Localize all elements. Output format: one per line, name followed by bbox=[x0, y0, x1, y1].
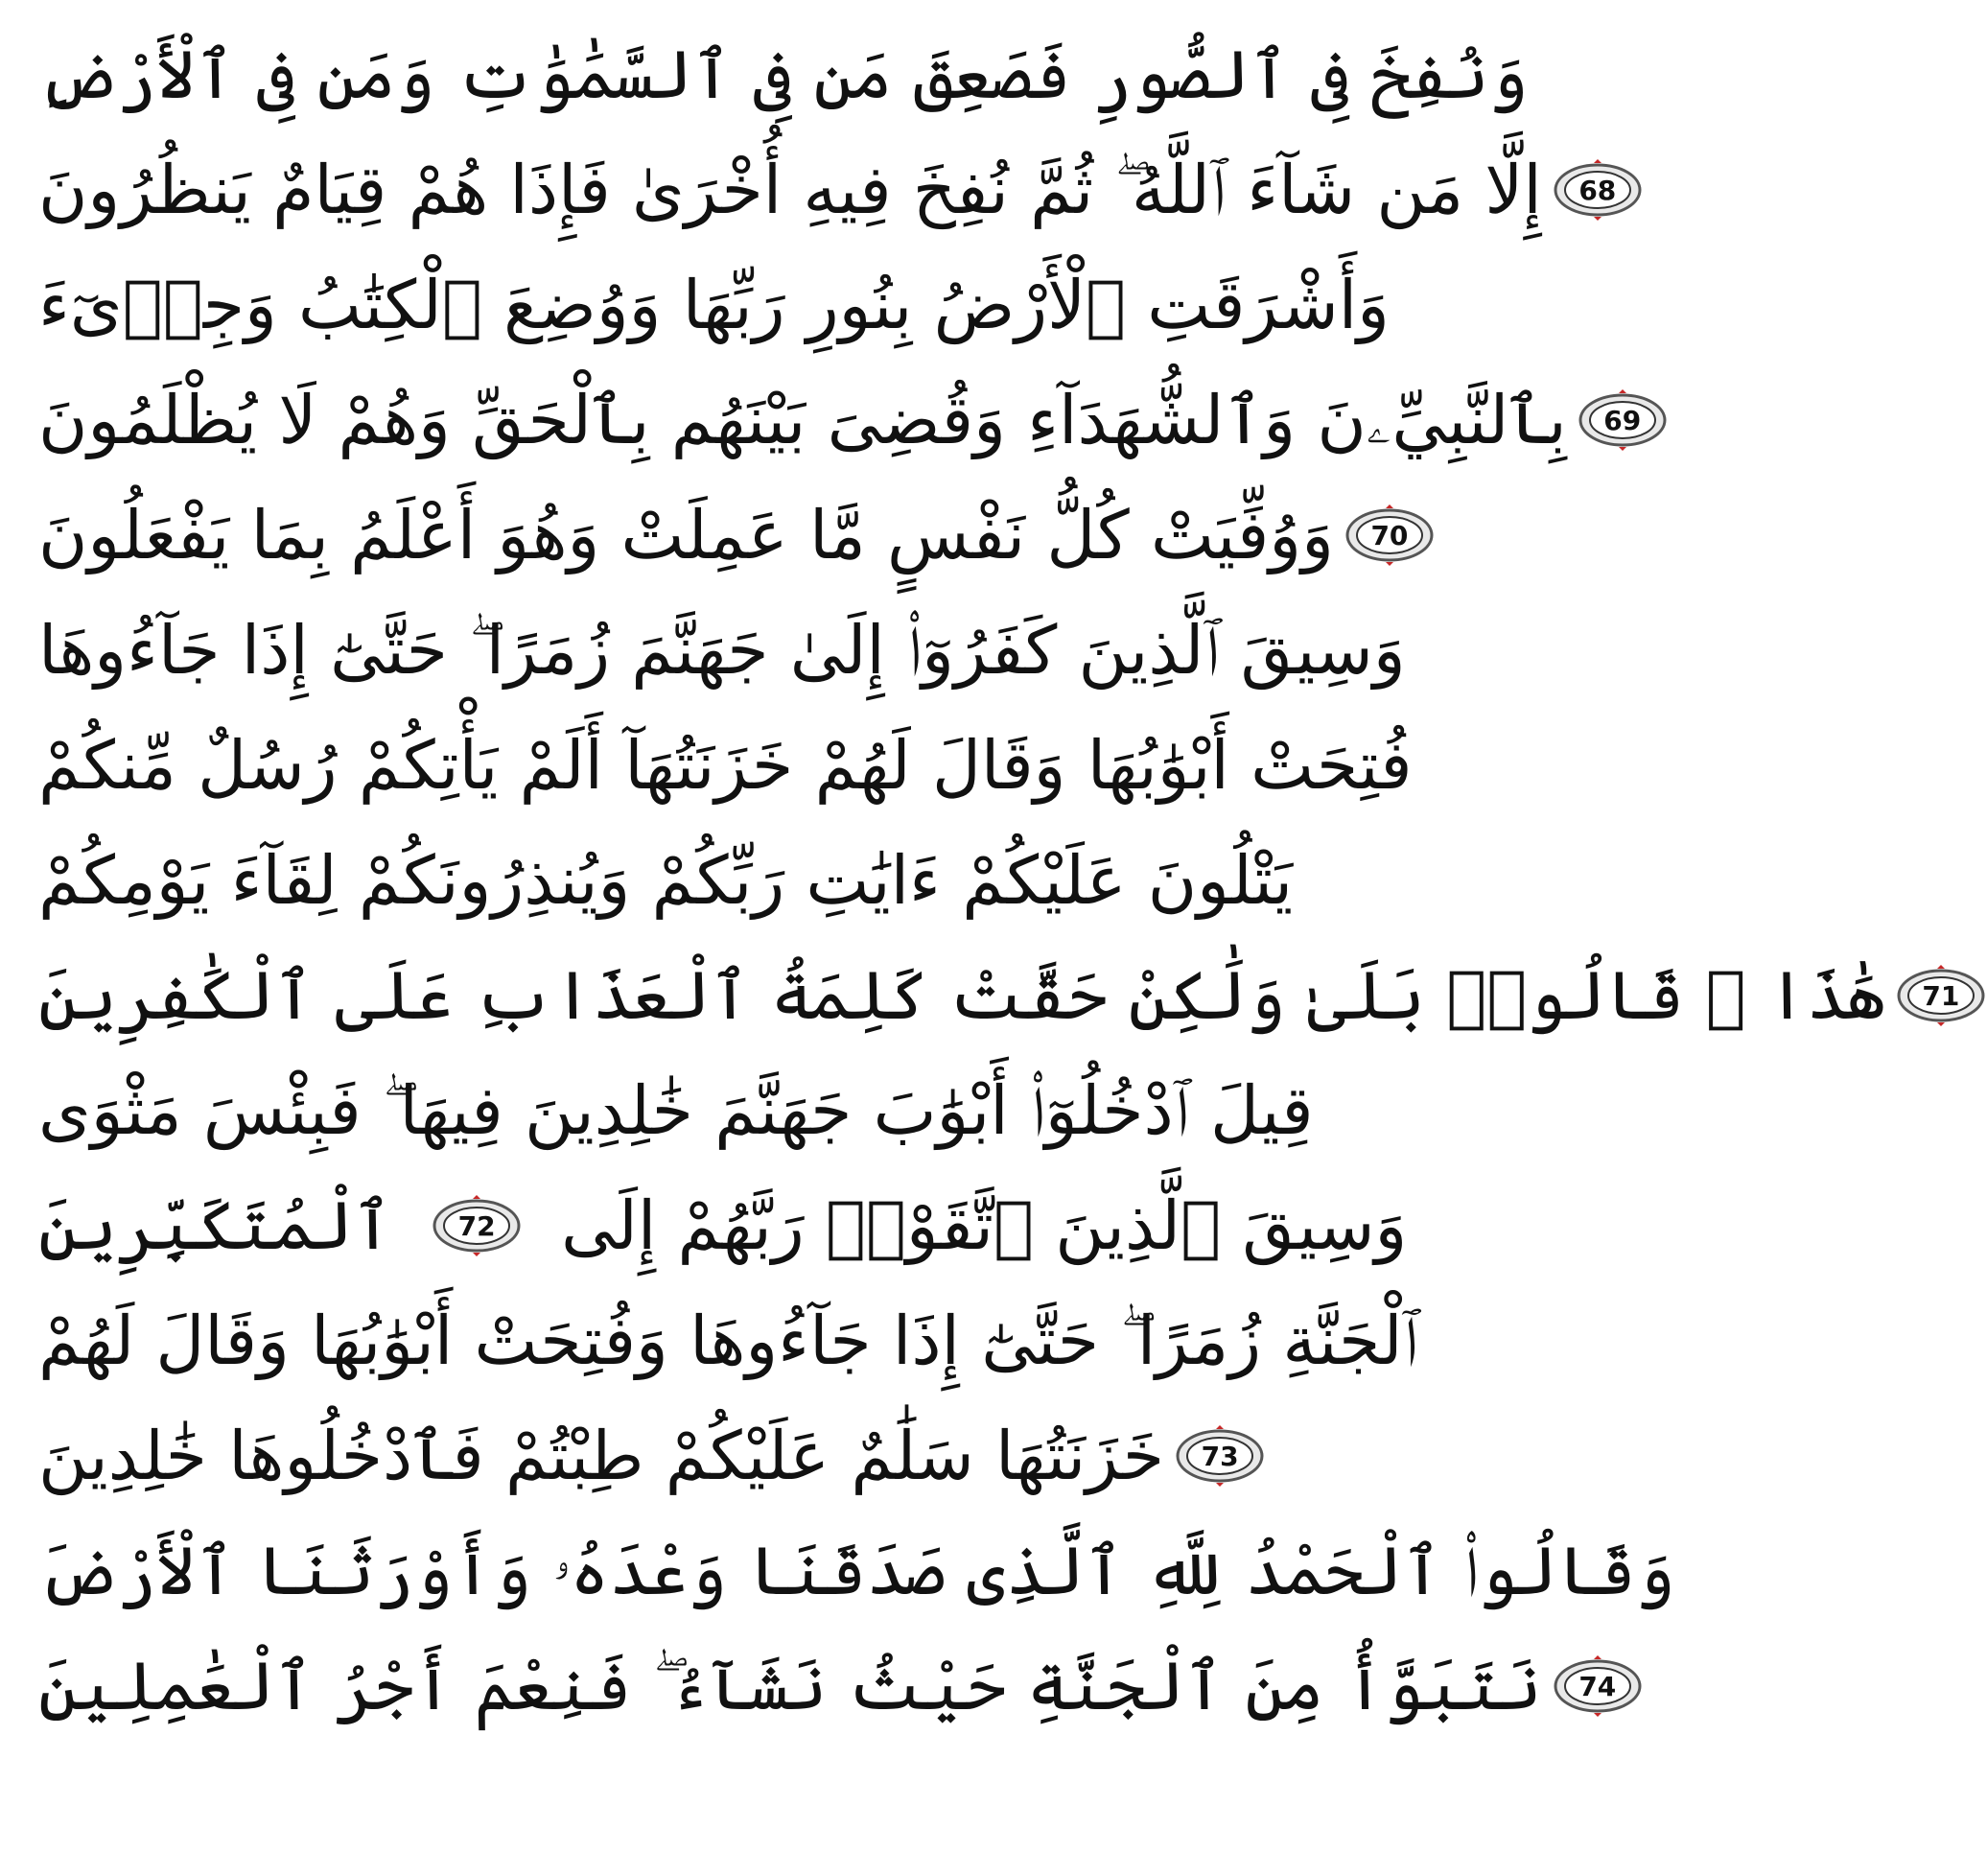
ayah-number: 72 bbox=[457, 1209, 496, 1242]
text-line bbox=[38, 1053, 1314, 1168]
ayah-number: 69 bbox=[1603, 404, 1642, 436]
ayah-number: 73 bbox=[1201, 1440, 1239, 1472]
text-line bbox=[38, 363, 1642, 478]
line-text: يَتْلُونَ عَلَيْكُمْ ءَايَٰتِ رَبِّكُمْ وَيُنذِرُونَكُمْ لِقَآءَ يَوْمِكُمْ bbox=[38, 841, 1294, 920]
text-line bbox=[38, 247, 1390, 363]
line-text: هَٰذَا ۚ قَالُوا۟ بَلَىٰ وَلَٰكِنْ حَقَّتْ كَلِمَةُ ٱلْعَذَابِ عَلَى ٱلْكَٰفِرِينَ bbox=[38, 956, 1885, 1035]
ayah-number: 68 bbox=[1578, 174, 1617, 206]
line-text: خَزَنَتُهَا سَلَٰمٌ عَلَيْكُمْ طِبْتُمْ فَٱدْخُلُوهَا خَٰلِدِينَ bbox=[38, 1417, 1165, 1495]
text-line bbox=[38, 1283, 1418, 1398]
text-line bbox=[38, 938, 1960, 1053]
text-line bbox=[38, 17, 1529, 132]
line-text: وَنُفِخَ فِى ٱلصُّورِ فَصَعِقَ مَن فِى ٱلسَّمَٰوَٰتِ وَمَن فِى ٱلْأَرْضِ bbox=[38, 35, 1529, 114]
line-text: فُتِحَتْ أَبْوَٰبُهَا وَقَالَ لَهُمْ خَزَنَتُهَآ أَلَمْ يَأْتِكُمْ رُسُلٌ مِّنكُمْ bbox=[38, 726, 1413, 805]
text-line bbox=[38, 708, 1413, 823]
ayah-number-marker bbox=[1552, 159, 1644, 221]
ayah-number-marker bbox=[1552, 1655, 1644, 1717]
text-line bbox=[38, 1513, 1675, 1629]
line-text: بِٱلنَّبِيِّۦنَ وَٱلشُّهَدَآءِ وَقُضِىَ بَيْنَهُم بِٱلْحَقِّ وَهُمْ لَا يُظْلَمُونَ bbox=[38, 381, 1567, 459]
line-text: وَقَالُوا۟ ٱلْحَمْدُ لِلَّهِ ٱلَّذِى صَدَقَنَا وَعْدَهُۥ وَأَوْرَثَنَا ٱلْأَرْضَ bbox=[38, 1532, 1675, 1610]
text-line bbox=[38, 132, 1617, 247]
line-text: وَسِيقَ ٱلَّذِينَ كَفَرُوٓا۟ إِلَىٰ جَهَنَّمَ زُمَرًا ۖ حَتَّىٰٓ إِذَا جَآءُوهَا bbox=[38, 611, 1406, 690]
line-text: إِلَّا مَن شَآءَ ٱللَّهُ ۖ ثُمَّ نُفِخَ فِيهِ أُخْرَىٰ فَإِذَا هُمْ قِيَامٌ يَنظُرُونَ bbox=[38, 151, 1542, 229]
ayah-number-marker bbox=[1895, 965, 1987, 1026]
line-text: قِيلَ ٱدْخُلُوٓا۟ أَبْوَٰبَ جَهَنَّمَ خَٰلِدِينَ فِيهَا ۖ فَبِئْسَ مَثْوَى bbox=[38, 1071, 1314, 1150]
line-text: ٱلْمُتَكَبِّرِينَ bbox=[38, 1186, 393, 1265]
ayah-number: 74 bbox=[1578, 1670, 1617, 1702]
line-text: وَأَشْرَقَتِ ٱلْأَرْضُ بِنُورِ رَبِّهَا وَوُضِعَ ٱلْكِتَٰبُ وَجِا۟ىٓءَ bbox=[38, 266, 1390, 344]
text-line bbox=[38, 823, 1294, 938]
line-text: ٱلْجَنَّةِ زُمَرًا ۖ حَتَّىٰٓ إِذَا جَآءُوهَا وَفُتِحَتْ أَبْوَٰبُهَا وَقَالَ لَهُمْ bbox=[38, 1301, 1418, 1380]
text-line bbox=[38, 478, 1409, 593]
ayah-number-marker bbox=[431, 1195, 523, 1256]
ayah-number: 70 bbox=[1370, 519, 1409, 551]
text-line bbox=[38, 1629, 1617, 1744]
ayah-number: 71 bbox=[1922, 979, 1960, 1012]
text-line bbox=[38, 593, 1406, 708]
text-line bbox=[38, 1398, 1239, 1513]
line-text-continued: وَسِيقَ ٱلَّذِينَ ٱتَّقَوْا۟ رَبَّهُمْ إِلَى bbox=[561, 1186, 1408, 1265]
line-text: وَوُفِّيَتْ كُلُّ نَفْسٍ مَّا عَمِلَتْ وَهُوَ أَعْلَمُ بِمَا يَفْعَلُونَ bbox=[38, 496, 1334, 575]
ayah-number-marker bbox=[1577, 389, 1669, 451]
text-line bbox=[38, 1168, 1408, 1283]
line-text: نَتَبَوَّأُ مِنَ ٱلْجَنَّةِ حَيْثُ نَشَآءُ ۖ فَنِعْمَ أَجْرُ ٱلْعَٰمِلِينَ bbox=[38, 1647, 1542, 1725]
ayah-number-marker bbox=[1174, 1425, 1266, 1487]
ayah-number-marker bbox=[1344, 504, 1436, 566]
